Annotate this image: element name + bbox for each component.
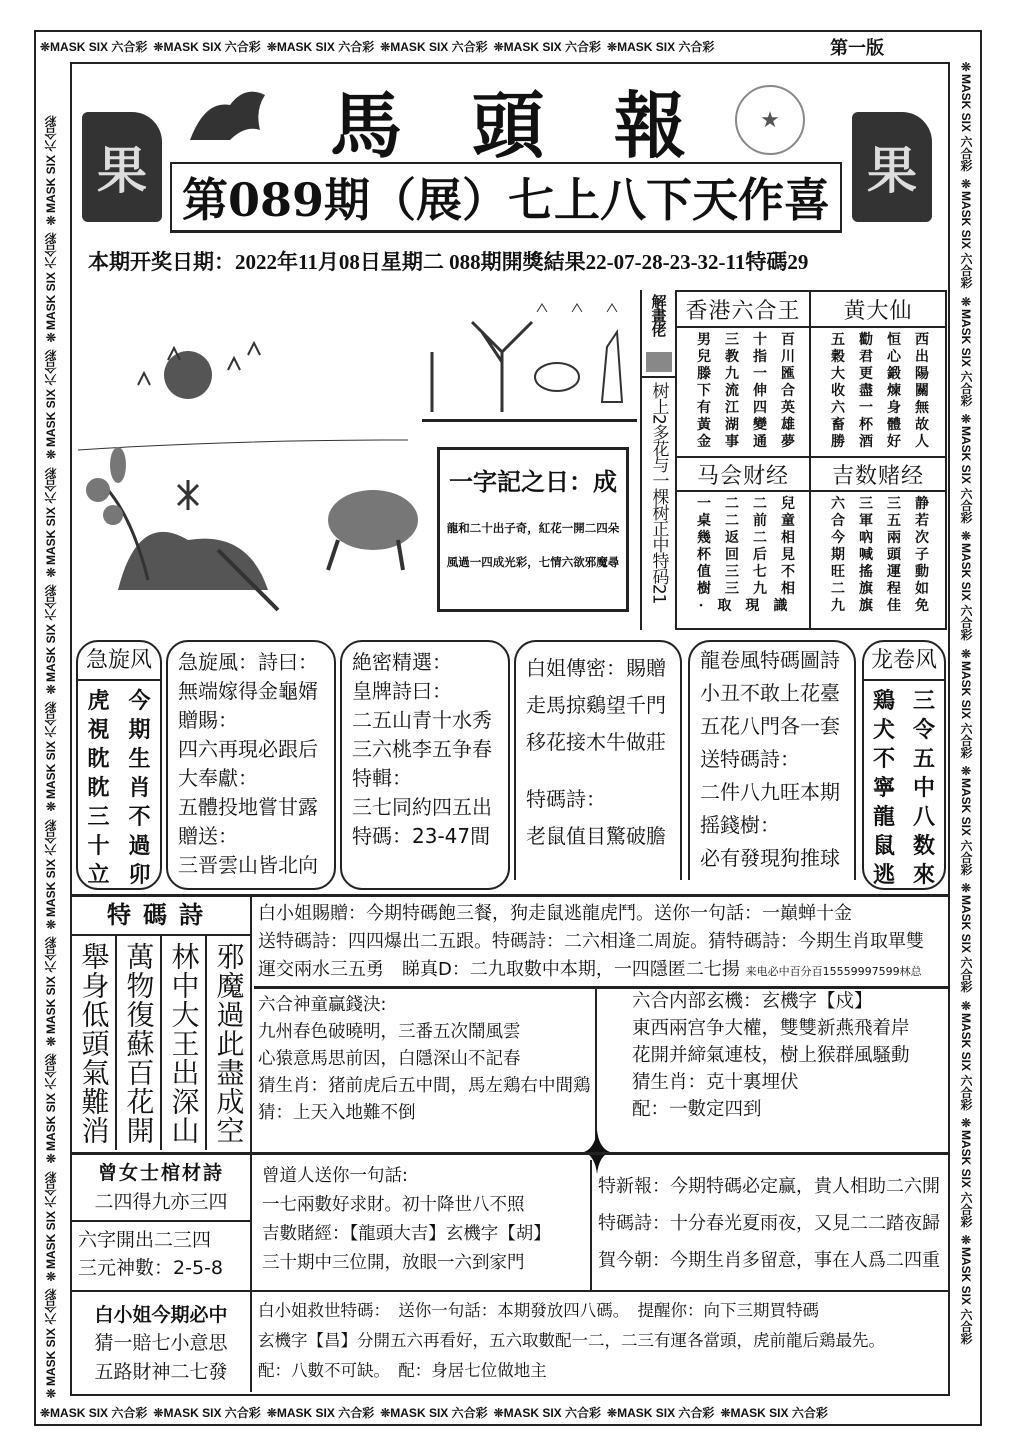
tm-poem-box	[72, 896, 252, 1152]
border-text: ❊MASK SIX 六合彩	[607, 1406, 715, 1420]
texin-block	[598, 1168, 948, 1279]
grid-row: 勝酒好人	[831, 434, 943, 450]
border-text: ❊MASK SIX 六合彩	[44, 1171, 58, 1283]
text-line: 猜生肖：克十裏埋伏	[632, 1072, 799, 1093]
bxj-text-block	[258, 1296, 946, 1386]
js-title: 吉数赌经	[811, 456, 945, 492]
poem-line: 四六再現必跟后	[178, 737, 318, 761]
grid-row: 九旗佳免	[831, 598, 943, 614]
tm-poem-title: 特碼詩	[72, 896, 250, 936]
tm-poem-col: 舉身低頭氣難消	[72, 936, 117, 1150]
border-text: ❊MASK SIX 六合彩	[153, 1406, 261, 1420]
interpreter-label: 解畫佬	[649, 294, 668, 336]
text-line: 特碼詩：十分春光夏雨夜，又見二二踏夜歸	[598, 1213, 940, 1234]
grid-row: 杯回后見	[697, 547, 809, 563]
border-text: ❊MASK SIX 六合彩	[44, 936, 58, 1048]
zodiac-char: 卯	[128, 862, 151, 888]
grid-row: ·取現識	[698, 598, 802, 614]
border-text: ❊MASK SIX 六合彩	[44, 584, 58, 696]
text-line: 吉數賭經：【龍頭大吉】玄機字【胡】	[262, 1224, 551, 1244]
white-line: 運交兩水三五勇 睇真D：二九取數中本期，一四隱匿二七揚	[258, 959, 740, 980]
grid-row: 畜杯體故	[831, 417, 943, 433]
hk-title: 香港六合王	[677, 292, 809, 328]
zodiac-char: 今	[128, 688, 151, 714]
border-text: ❊MASK SIX 六合彩	[493, 40, 602, 54]
zodiac-char: 三	[87, 804, 110, 830]
flag-char: 果	[867, 141, 917, 200]
zodiac-char: 期	[128, 717, 151, 743]
zodiac-char: 眈	[87, 746, 110, 772]
zodiac-char: 立	[87, 862, 110, 888]
grid-row: 樹三九相	[697, 581, 809, 597]
border-text: ❊MASK SIX 六合彩	[44, 819, 58, 931]
right-flag	[852, 112, 932, 222]
poem-line: 移花接木牛做莊	[526, 730, 666, 754]
zeng-box	[72, 1154, 252, 1290]
border-text: ❊MASK SIX 六合彩	[493, 1406, 602, 1420]
zodiac-char: 八	[912, 804, 935, 830]
edition-label: 第一版	[830, 38, 884, 59]
three-nums: 三元神數：2-5-8	[78, 1257, 223, 1279]
grid-row: 二旗程如	[831, 581, 943, 597]
lhnb-block	[632, 988, 947, 1123]
bottom-border-strip	[40, 1404, 980, 1421]
white-gift-block	[258, 900, 946, 986]
zodiac-char: 犬	[872, 717, 895, 743]
grid-row: 期喊頭子	[831, 547, 943, 563]
flag-char: 果	[97, 141, 147, 200]
poem-line: 送特碼詩：	[700, 747, 800, 771]
grid-row: 滕九一匯	[697, 366, 809, 382]
border-text: ❊MASK SIX 六合彩	[959, 998, 973, 1111]
poem-line	[526, 761, 670, 781]
border-text: ❊MASK SIX 六合彩	[266, 40, 375, 54]
divider	[590, 1160, 592, 1290]
poem-line: 三晋雲山皆北向	[178, 853, 318, 877]
divider	[170, 230, 842, 233]
grid-row: 有江四英	[697, 400, 809, 416]
border-text: ❊MASK SIX 六合彩	[44, 115, 58, 227]
one-char-line: 龍和二十出子奇，紅花一開二四朵	[446, 521, 620, 535]
poem-line: 無端嫁得金龜婿	[178, 679, 318, 703]
border-text: ❊MASK SIX 六合彩	[959, 294, 973, 407]
tm-poem-col: 邪魔過此盡成空	[212, 941, 246, 1145]
poem-line: 三六桃李五争春	[352, 737, 492, 761]
zodiac-char: 鼠	[872, 833, 895, 859]
zodiac-char: 寧	[872, 775, 895, 801]
poem-line: 絶密精選：	[352, 650, 452, 674]
zodiac-char: 逃	[872, 862, 895, 888]
border-text: ❊MASK SIX 六合彩	[44, 1288, 58, 1400]
horse-illustration	[185, 80, 275, 150]
grid-row: 大更鍛陽	[831, 366, 943, 382]
bxj-title: 白小姐今期必中	[94, 1304, 228, 1326]
border-text: ❊MASK SIX 六合彩	[44, 1053, 58, 1166]
text-line: 曾道人送你一句話:	[262, 1166, 408, 1186]
text-line: 白小姐救世特碼： 送你一句話：本期發放四八碼。 提醒你：向下三期買特碼	[258, 1301, 819, 1320]
vertical-hint: 树上2多花与一棵树正中特码21	[648, 382, 669, 604]
zodiac-char: 令	[912, 717, 935, 743]
text-line: 東西兩宫争大權，雙雙新燕飛着岸	[632, 1018, 910, 1039]
wts-body	[811, 328, 945, 456]
poem-line: 三七同約四五出	[352, 795, 492, 819]
masthead-char: 馬	[330, 83, 407, 168]
poem-line: 必有發現狗推球	[700, 846, 840, 870]
border-text: ❊MASK SIX 六合彩	[959, 529, 973, 641]
masthead	[330, 68, 690, 168]
six-char: 六字開出二三四	[78, 1229, 212, 1251]
poem-line: 急旋風：詩曰：	[178, 650, 318, 674]
grid-row: 金事通夢	[697, 434, 809, 450]
zodiac-char: 龍	[872, 804, 895, 830]
top-border-strip	[40, 38, 820, 55]
zodiac-char: 眈	[87, 775, 110, 801]
poem-line: 皇牌詩曰：	[352, 679, 452, 703]
jxf-title: 急旋风	[78, 642, 160, 681]
text-line: 心猿意馬思前因，白隱深山不記春	[258, 1049, 521, 1069]
riddle-illustration	[78, 290, 418, 620]
grid-row: 幾返二相	[697, 530, 809, 546]
js-body	[811, 492, 945, 620]
border-text: ❊MASK SIX 六合彩	[959, 177, 973, 289]
border-text: ❊MASK SIX 六合彩	[959, 1233, 973, 1345]
grid-row: 穀君心出	[831, 349, 943, 365]
border-text: ❊MASK SIX 六合彩	[266, 1406, 375, 1420]
white-line: 白小姐賜贈：今期特碼飽三餐，狗走鼠逃龍虎鬥。送你一句話：一巔蝉十金	[258, 903, 852, 924]
border-text: ❊MASK SIX 六合彩	[153, 40, 261, 54]
zodiac-char: 五	[912, 746, 935, 772]
zodiac-char: 鶏	[872, 688, 895, 714]
text-line: 三十期中三位開，放眼一六到家門	[262, 1253, 525, 1273]
grid-row: 五勸恒西	[831, 332, 943, 348]
grid-row: 桌二前童	[697, 513, 809, 529]
poem-line: 特輯：	[352, 766, 412, 790]
zodiac-char: 三	[912, 688, 935, 714]
draw-info: 本期开奖日期：2022年11月08日星期二 088期開獎結果22-07-28-23-32-11特碼29	[88, 250, 809, 274]
zodiac-char: 虎	[87, 688, 110, 714]
poem-line: 特碼詩：	[526, 787, 606, 811]
tm-poem-col: 林中大王出深山	[162, 936, 207, 1150]
poem-line: 走馬掠鷄望千門	[526, 693, 666, 717]
bxj-box	[72, 1292, 252, 1392]
zodiac-char: 肖	[128, 775, 151, 801]
text-line: 一七兩數好求財。初十降世八不照	[262, 1195, 525, 1215]
grid-row: 今吶兩次	[831, 530, 943, 546]
poem-line: 小丑不敢上花臺	[700, 681, 840, 705]
daoren-block	[262, 1162, 588, 1278]
zodiac-char: 過	[128, 833, 151, 859]
text-line: 猜生肖：猪前虎后五中間，馬左鶏右中間鶏	[258, 1076, 591, 1096]
poem-line: 贈賜：	[178, 708, 238, 732]
bxj-line: 猜一賠七小意思	[94, 1332, 228, 1354]
grid-row: 收盡煉關	[831, 383, 943, 399]
border-text: ❊MASK SIX 六合彩	[959, 412, 973, 524]
poem-line: 摇錢樹：	[700, 813, 780, 837]
masthead-char: 報	[613, 83, 690, 168]
grid-row: 下流伸合	[697, 383, 809, 399]
border-text: ❊MASK SIX 六合彩	[959, 1116, 973, 1228]
one-char-box	[437, 447, 629, 612]
text-line: 六合内部玄機：玄機字【戍】	[632, 991, 873, 1012]
divider	[595, 986, 597, 1150]
grid-row: 一二二兒	[697, 496, 809, 512]
zodiac-char: 数	[912, 833, 935, 859]
poem-line: 五花八門各一套	[700, 714, 840, 738]
border-text: ❊MASK SIX 六合彩	[380, 1406, 488, 1420]
poem1-box	[166, 640, 336, 890]
text-line: 花開并締氣連枝，樹上猴群風騷動	[632, 1045, 910, 1066]
border-text: ❊MASK SIX 六合彩	[607, 40, 715, 54]
zodiac-char: 中	[912, 775, 935, 801]
interpreter-column	[640, 290, 676, 630]
text-line: 六合神童贏錢決:	[258, 995, 387, 1015]
one-char-line: 風過一四成光彩，七情六欲邪魔尋	[446, 555, 620, 569]
zodiac-char: 不	[128, 804, 151, 830]
white-line: 送特碼詩：四四爆出二五跟。特碼詩：二六相逢二周旋。猜特碼詩：今期生肖取單雙	[258, 931, 924, 952]
masthead-char: 頭	[471, 83, 548, 168]
text-line: 玄機字【昌】分開五六再看好，五六取數配一二，二三有運各當頭，虎前龍后鶏最先。	[258, 1331, 885, 1350]
text-line: 九州春色破曉明，三番五次鬧風雲	[258, 1022, 521, 1042]
mh-body	[677, 492, 809, 620]
grid-row: 旺搖運動	[831, 564, 943, 580]
grid-row: 兒教指川	[697, 349, 809, 365]
wts-title: 黄大仙	[811, 292, 945, 328]
verse-grid	[675, 290, 947, 630]
poem-line: 龍卷風特碼圖詩	[700, 648, 840, 672]
one-char-title: 一字記之日：成	[449, 467, 617, 496]
border-text: ❊MASK SIX 六合彩	[959, 60, 973, 172]
zodiac-char: 十	[87, 833, 110, 859]
border-text: ❊MASK SIX 六合彩	[40, 40, 148, 54]
poem-line: 大奉獻：	[178, 766, 258, 790]
border-text: ❊MASK SIX 六合彩	[959, 881, 973, 993]
poem-line: 五體投地嘗甘露	[178, 795, 318, 819]
text-line: 猜：上天入地難不倒	[258, 1103, 416, 1123]
poem-line: 二五山青十水秀	[352, 708, 492, 732]
border-text: ❊MASK SIX 六合彩	[380, 40, 488, 54]
tm-poem-col: 萬物復蘇百花開	[117, 936, 162, 1150]
ljf-box	[862, 640, 946, 890]
grid-row: 六一身無	[831, 400, 943, 416]
border-text: ❊MASK SIX 六合彩	[959, 646, 973, 759]
contact-text: 来电必中百分百15559997599林总	[745, 965, 922, 978]
seal-stamp-icon: ★	[735, 85, 805, 155]
lhst-block	[258, 992, 593, 1127]
grid-row: 值三七不	[697, 564, 809, 580]
border-text: ❊MASK SIX 六合彩	[44, 349, 58, 462]
issue-title: 第089期（展）七上八下天作喜	[170, 162, 842, 230]
zeng-title: 曾女士棺材詩	[97, 1162, 224, 1184]
mh-title: 马会财经	[677, 456, 809, 492]
poem-line: 二件八九旺本期	[700, 780, 840, 804]
border-text: ❊MASK SIX 六合彩	[44, 701, 58, 814]
text-line: 配：八數不可缺。 配：身居七位做地主	[258, 1361, 547, 1380]
grid-row: 六三三静	[831, 496, 943, 512]
text-line: 賀今朝：今期生肖多留意，事在人爲二四重	[598, 1250, 940, 1271]
left-border-strip	[42, 60, 59, 1400]
zodiac-char: 視	[87, 717, 110, 743]
right-border-strip	[958, 60, 975, 1400]
border-text: ❊MASK SIX 六合彩	[44, 232, 58, 344]
border-text: ❊MASK SIX 六合彩	[720, 1406, 828, 1420]
border-text: ❊MASK SIX 六合彩	[44, 467, 58, 579]
poem-line: 特碼：23-47間	[352, 824, 491, 848]
poem-line: 白姐傳密：賜贈	[526, 656, 666, 680]
border-text: ❊MASK SIX 六合彩	[959, 764, 973, 876]
poem-line: 老鼠值目驚破膽	[526, 824, 666, 848]
jxf-box	[76, 640, 162, 890]
hk-body	[677, 328, 809, 456]
grid-row: 男三十百	[697, 332, 809, 348]
text-line: 特新報：今期特碼必定赢，貴人相助二六開	[598, 1176, 940, 1197]
grid-row: 合軍五若	[831, 513, 943, 529]
bxj-line: 五路財神二七發	[94, 1361, 228, 1383]
text-line: 配：一數定四到	[632, 1099, 762, 1120]
ljf-title: 龙卷风	[864, 642, 944, 681]
grid-row: 黃湖變雄	[697, 417, 809, 433]
zodiac-char: 不	[872, 746, 895, 772]
border-text: ❊MASK SIX 六合彩	[40, 1406, 148, 1420]
zeng-line: 二四得九亦三四	[72, 1185, 250, 1222]
poem-line: 贈送：	[178, 824, 238, 848]
poem2-box	[340, 640, 510, 890]
poem3-box	[514, 640, 682, 880]
zodiac-char: 生	[128, 746, 151, 772]
poem4-box	[688, 640, 856, 880]
left-flag	[82, 112, 162, 222]
tree-dog-illustration	[422, 292, 637, 422]
interpreter-icon	[646, 352, 672, 372]
zodiac-char: 來	[912, 862, 935, 888]
